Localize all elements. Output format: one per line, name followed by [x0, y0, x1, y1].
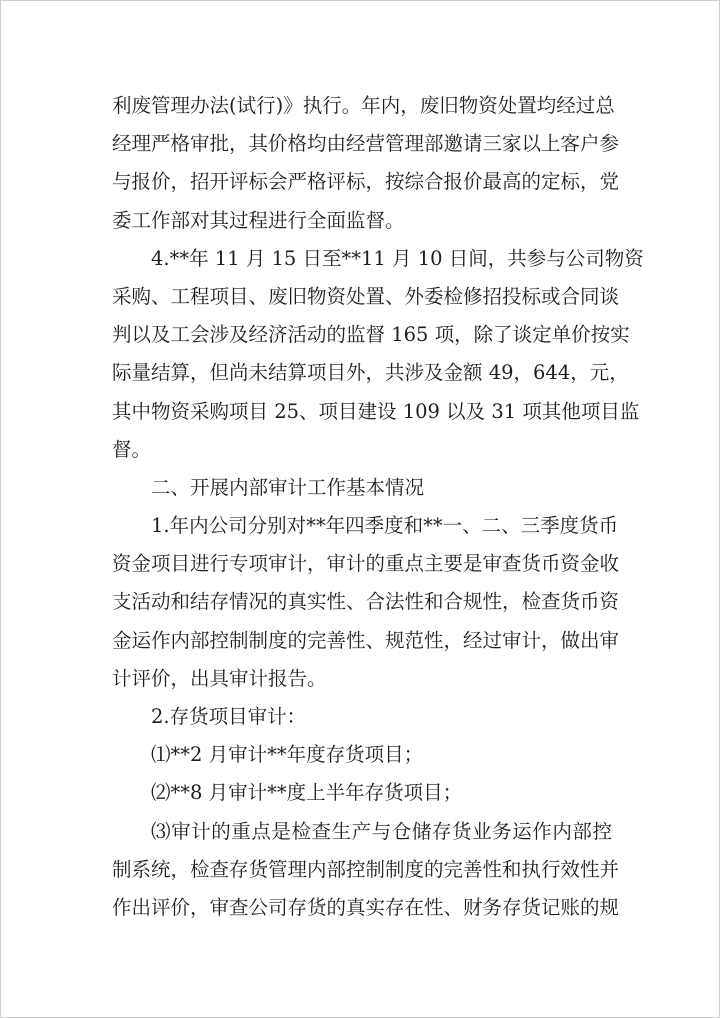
text-line: 2.存货项目审计：	[151, 705, 307, 728]
text-line: 与报价，招开评标会严格评标，按综合报价最高的定标，党	[112, 170, 620, 194]
text-line: 4.**年 11 月 15 日至**11 月 10 日间，共参与公司物资	[151, 246, 644, 270]
text-line: 1.年内公司分别对**年四季度和**一、二、三季度货币	[151, 514, 619, 538]
text-line: ⑴**2 月审计**年度存货项目；	[151, 743, 424, 767]
text-line: 作出评价，审查公司存货的真实存在性、财务存货记账的规	[112, 895, 620, 919]
text-line: 采购、工程项目、废旧物资处置、外委检修招投标或合同谈	[112, 284, 620, 308]
text-line: 金运作内部控制制度的完善性、规范性，经过审计，做出审	[112, 628, 620, 652]
text-line: 经理严格审批，其价格均由经营管理部邀请三家以上客户参	[112, 132, 620, 156]
text-line: 制系统，检查存货管理内部控制制度的完善性和执行效性并	[112, 857, 620, 881]
text-line: 际量结算，但尚未结算项目外，共涉及金额 49，644，元，	[112, 361, 629, 385]
text-line: 委工作部对其过程进行全面监督。	[112, 208, 405, 232]
text-line: 支活动和结存情况的真实性、合法性和合规性，检查货币资	[112, 590, 620, 614]
text-line: ⑶审计的重点是检查生产与仓储存货业务运作内部控	[151, 819, 612, 843]
text-line: 判以及工会涉及经济活动的监督 165 项，除了谈定单价按实	[112, 323, 630, 347]
text-line: 资金项目进行专项审计，审计的重点主要是审查货币资金收	[112, 552, 620, 576]
text-line: 二、开展内部审计工作基本情况	[151, 475, 425, 499]
text-line: ⑵**8 月审计**度上半年存货项目；	[151, 781, 463, 805]
text-line: 其中物资采购项目 25、项目建设 109 以及 31 项其他项目监	[112, 399, 640, 423]
document-body	[112, 87, 644, 927]
text-line: 利废管理办法(试行)》执行。年内，废旧物资处置均经过总	[112, 94, 615, 117]
text-line: 计评价，出具审计报告。	[112, 666, 327, 690]
text-line: 督。	[112, 437, 152, 461]
